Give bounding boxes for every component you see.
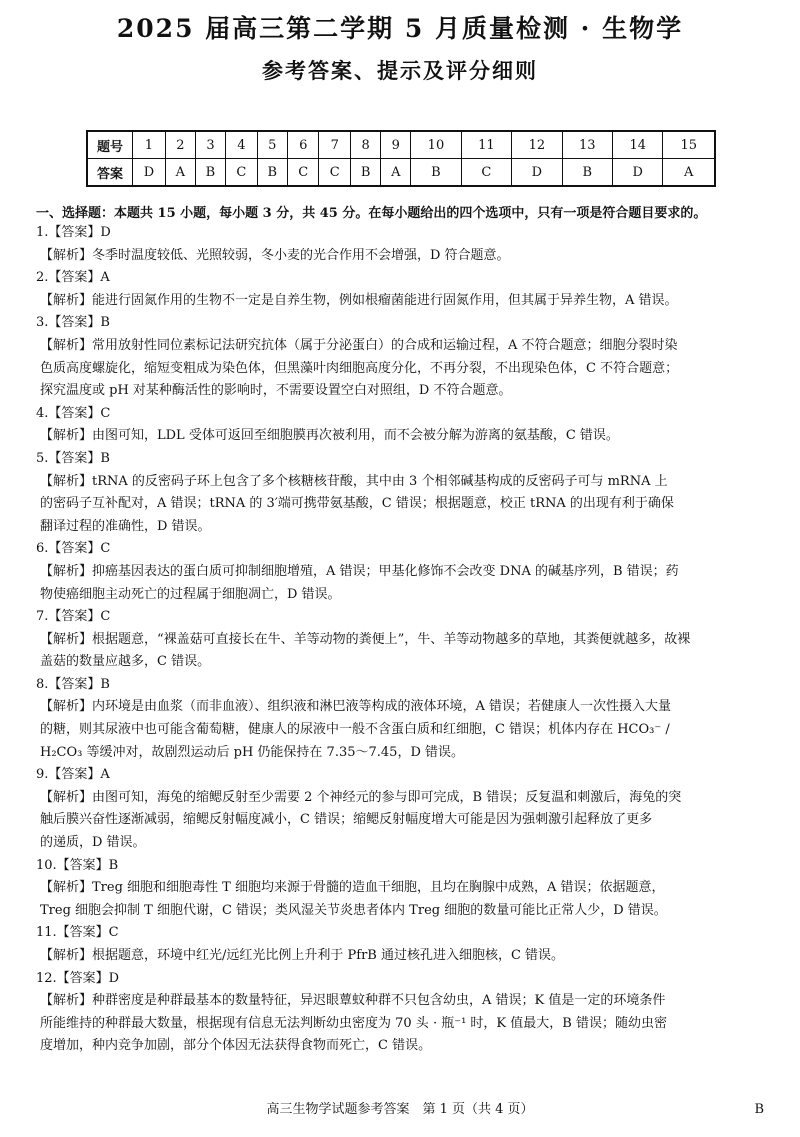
answer-line: 1.【答案】D: [36, 225, 111, 240]
question-number-cell: 13: [562, 131, 612, 159]
page-subtitle: 参考答案、提示及评分细则: [262, 58, 538, 83]
analysis-line: 【解析】Treg 细胞和细胞毒性 T 细胞均来源于骨髓的造血干细胞，且均在胸腺中成熟，A 错误；依据题意，: [40, 880, 665, 896]
question-number-cell: 14: [613, 131, 663, 159]
answer-cell: B: [257, 159, 287, 187]
answer-cell: A: [165, 159, 195, 187]
question-block-2: [36, 267, 766, 312]
row-label-numbers: 题号: [87, 131, 133, 159]
question-number-cell: 8: [350, 131, 380, 159]
question-block-1: [36, 222, 766, 267]
question-number-cell: 4: [226, 131, 257, 159]
answer-cell: B: [562, 159, 612, 187]
answer-line: 8.【答案】B: [36, 676, 110, 692]
question-block-11: [36, 922, 766, 967]
analysis-line: 的递质，D 错误。: [40, 835, 146, 851]
analysis-line: 【解析】抑癌基因表达的蛋白质可抑制细胞增殖，A 错误；甲基化修饰不会改变 DNA 的碱基序列，B 错误；药: [40, 563, 679, 579]
analysis-line: 【解析】种群密度是种群最基本的数量特征，异迟眼蕈蚊种群不只包含幼虫，A 错误；K 值是一定的环境条件: [40, 993, 666, 1009]
analysis-line: 的密码子互补配对，A 错误；tRNA 的 3′端可携带氨基酸，C 错误；根据题意，校正 tRNA 的出现有利于确保: [40, 496, 674, 512]
question-block-5: [36, 448, 766, 538]
analysis-line: 【解析】常用放射性同位素标记法研究抗体（属于分泌蛋白）的合成和运输过程，A 不符合题意；细胞分裂时染: [40, 337, 678, 353]
question-number-cell: 12: [512, 131, 562, 159]
analysis-line: 【解析】由图可知，海兔的缩鳃反射至少需要 2 个神经元的参与即可完成，B 错误；反复温和刺激后，海兔的突: [40, 789, 682, 805]
analysis-line: 翻译过程的准确性，D 错误。: [40, 518, 211, 534]
page-title: 2025 届高三第二学期 5 月质量检测 · 生物学: [116, 14, 684, 43]
question-block-9: [36, 764, 766, 854]
analysis-line: 探究温度或 pH 对某种酶活性的影响时，不需要设置空白对照组，D 不符合题意。: [40, 383, 512, 399]
answer-cell: B: [350, 159, 380, 187]
question-number-cell: 15: [663, 131, 715, 159]
answer-line: 7.【答案】C: [36, 609, 111, 625]
page-footer: 高三生物学试题参考答案 第 1 页（共 4 页）: [266, 1102, 534, 1117]
answer-line: 3.【答案】B: [36, 315, 110, 331]
answer-line: 2.【答案】A: [36, 270, 110, 286]
question-number-cell: 7: [319, 131, 350, 159]
question-number-cell: 6: [288, 131, 319, 159]
question-number-cell: 11: [461, 131, 511, 159]
answer-cell: A: [663, 159, 715, 187]
analysis-line: 【解析】内环境是由血浆（而非血液）、组织液和淋巴液等构成的液体环境，A 错误；若健康人一次性摄入大量: [40, 699, 672, 715]
analysis-line: H₂CO₃ 等缓冲对，故剧烈运动后 pH 仍能保持在 7.35～7.45，D 错误。: [40, 744, 464, 760]
answer-table: [86, 130, 716, 187]
question-number-cell: 9: [381, 131, 411, 159]
analysis-line: 【解析】能进行固氮作用的生物不一定是自养生物，例如根瘤菌能进行固氮作用，但其属于异养生物，A 错误。: [40, 292, 678, 308]
question-block-4: [36, 403, 766, 448]
answer-explanations: [36, 222, 766, 1058]
answer-line: 9.【答案】A: [36, 767, 110, 783]
question-block-7: [36, 606, 766, 674]
question-number-row: [87, 131, 715, 159]
section-heading: 一、选择题：本题共 15 小题，每小题 3 分，共 45 分。在每小题给出的四个选项中，只有一项是符合题目要求的。: [36, 206, 707, 221]
analysis-line: 【解析】根据题意，环境中红光/远红光比例上升利于 PfrB 通过核孔进入细胞核，C 错误。: [40, 948, 565, 963]
question-block-12: [36, 968, 766, 1058]
analysis-line: 的糖，则其尿液中也可能含葡萄糖，健康人的尿液中一般不含蛋白质和红细胞，C 错误；机体内存在 HCO₃⁻ /: [40, 722, 670, 738]
analysis-line: 所能维持的种群最大数量，根据现有信息无法判断幼虫密度为 70 头 · 瓶⁻¹ 时，K 值最大，B 错误；随幼虫密: [40, 1015, 667, 1031]
answer-cell: D: [613, 159, 663, 187]
answer-line: 11.【答案】C: [36, 925, 119, 941]
row-label-answers: 答案: [87, 159, 133, 187]
analysis-line: 触后膜兴奋性逐渐减弱，缩鳃反射幅度减小，C 错误；缩鳃反射幅度增大可能是因为强刺激引起释放了更多: [40, 812, 653, 828]
answer-line: 5.【答案】B: [36, 450, 110, 466]
question-number-cell: 3: [195, 131, 225, 159]
answer-cell: B: [195, 159, 225, 187]
question-block-6: [36, 538, 766, 606]
answer-cell: C: [461, 159, 511, 187]
analysis-line: Treg 细胞会抑制 T 细胞代谢，C 错误；类风湿关节炎患者体内 Treg 细胞的数量可能比正常人少，D 错误。: [40, 902, 667, 918]
analysis-line: 【解析】根据题意，“裸盖菇可直接长在牛、羊等动物的粪便上”，牛、羊等动物越多的草地，其粪便就越多，故裸: [40, 631, 691, 647]
question-block-8: [36, 674, 766, 764]
analysis-line: 色质高度螺旋化，缩短变粗成为染色体，但黑藻叶肉细胞高度分化，不再分裂，不出现染色体，C 不符合题意；: [40, 360, 679, 376]
answer-cell: B: [411, 159, 461, 187]
analysis-line: 度增加，种内竞争加剧，部分个体因无法获得食物而死亡，C 错误。: [40, 1038, 432, 1054]
analysis-line: 盖菇的数量应越多，C 错误。: [40, 654, 211, 670]
answer-cell: C: [226, 159, 257, 187]
answer-line: 4.【答案】C: [36, 405, 111, 421]
question-number-cell: 2: [165, 131, 195, 159]
question-number-cell: 1: [133, 131, 166, 159]
answer-line: 10.【答案】B: [36, 857, 119, 873]
analysis-line: 物使癌细胞主动死亡的过程属于细胞凋亡，D 错误。: [40, 586, 341, 602]
version-code: B: [754, 1102, 764, 1117]
answer-cell: C: [319, 159, 350, 187]
answer-line: 6.【答案】C: [36, 541, 111, 557]
answer-line: 12.【答案】D: [36, 970, 120, 986]
answer-cell: A: [381, 159, 411, 187]
answer-cell: C: [288, 159, 319, 187]
answer-cell: D: [512, 159, 562, 187]
answer-row: [87, 159, 715, 187]
question-block-10: [36, 855, 766, 923]
analysis-line: 【解析】由图可知，LDL 受体可返回至细胞膜再次被利用，而不会被分解为游离的氨基酸，C 错误。: [40, 428, 619, 444]
question-block-3: [36, 312, 766, 402]
analysis-line: 【解析】tRNA 的反密码子环上包含了多个核糖核苷酸，其中由 3 个相邻碱基构成的反密码子可与 mRNA 上: [40, 473, 668, 489]
answer-cell: D: [133, 159, 166, 187]
question-number-cell: 5: [257, 131, 287, 159]
analysis-line: 【解析】冬季时温度较低、光照较弱，冬小麦的光合作用不会增强，D 符合题意。: [40, 247, 510, 263]
question-number-cell: 10: [411, 131, 461, 159]
